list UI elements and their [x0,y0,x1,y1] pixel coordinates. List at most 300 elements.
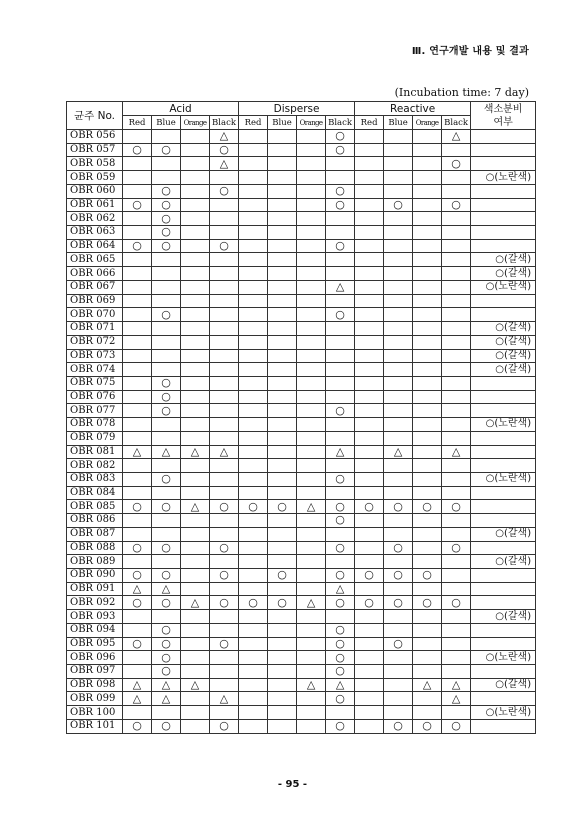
result-cell [181,665,210,679]
table-row [67,363,536,377]
result-cell [239,472,268,486]
result-cell [297,582,326,596]
result-cell [210,486,239,500]
result-cell [297,157,326,171]
strain-cell: OBR 058 [67,157,123,171]
result-cell [297,486,326,500]
table-row [67,706,536,720]
result-cell [326,253,355,267]
result-cell [355,541,384,555]
result-cell [181,541,210,555]
strain-cell: OBR 095 [67,637,123,651]
color-header-acid-red: Red [123,116,152,130]
result-cell: ○ [413,569,442,583]
result-cell [181,610,210,624]
result-cell [123,555,152,569]
strain-cell: OBR 061 [67,198,123,212]
result-cell [210,198,239,212]
strain-cell: OBR 057 [67,143,123,157]
result-cell [442,459,471,473]
result-cell [123,431,152,445]
result-cell [181,376,210,390]
table-row [67,308,536,322]
result-cell [413,651,442,665]
result-cell [210,459,239,473]
strain-cell: OBR 079 [67,431,123,445]
result-cell [384,651,413,665]
table-row [67,171,536,185]
result-cell: ○ [442,157,471,171]
strain-cell: OBR 062 [67,212,123,226]
result-cell [413,610,442,624]
result-cell [355,692,384,706]
result-cell [210,390,239,404]
result-cell [268,445,297,459]
result-cell [384,322,413,336]
pigment-cell: ○(노란색) [471,418,536,432]
result-cell [210,322,239,336]
strain-cell: OBR 082 [67,459,123,473]
pigment-cell [471,692,536,706]
result-cell: △ [181,445,210,459]
result-cell [384,239,413,253]
result-cell [239,431,268,445]
result-cell [384,459,413,473]
result-cell [413,555,442,569]
result-cell [239,651,268,665]
page-number: - 95 - [277,779,308,790]
result-cell [442,527,471,541]
result-cell: ○ [152,569,181,583]
strain-cell: OBR 083 [67,472,123,486]
result-cell [181,692,210,706]
result-cell [210,472,239,486]
table-row [67,527,536,541]
result-cell [181,623,210,637]
result-cell [152,171,181,185]
result-cell [123,130,152,144]
pigment-cell [471,445,536,459]
result-cell [355,335,384,349]
result-cell [123,308,152,322]
result-cell [442,431,471,445]
result-cell [413,294,442,308]
result-cell [152,294,181,308]
table-row [67,555,536,569]
result-cell [123,184,152,198]
pigment-cell: ○(갈색) [471,610,536,624]
strain-cell: OBR 063 [67,226,123,240]
result-cell [413,322,442,336]
color-header-reactive-orange: Orange [413,116,442,130]
result-cell: ○ [210,143,239,157]
result-cell: △ [181,678,210,692]
result-cell [413,130,442,144]
result-cell [413,486,442,500]
strain-cell: OBR 070 [67,308,123,322]
result-cell [152,527,181,541]
result-cell [268,610,297,624]
result-cell: ○ [326,541,355,555]
result-cell [355,157,384,171]
result-cell [181,171,210,185]
table-row [67,719,536,733]
result-cell [181,253,210,267]
result-cell [297,665,326,679]
result-cell [355,184,384,198]
result-cell [239,349,268,363]
result-cell [297,527,326,541]
result-cell [355,431,384,445]
result-cell [297,294,326,308]
result-cell: ○ [123,541,152,555]
pigment-cell: ○(노란색) [471,280,536,294]
result-cell [326,431,355,445]
result-cell [123,390,152,404]
result-cell [210,404,239,418]
strain-cell: OBR 096 [67,651,123,665]
result-cell [326,335,355,349]
table-row [67,280,536,294]
result-cell [181,239,210,253]
result-cell [442,706,471,720]
result-cell: ○ [123,500,152,514]
result-cell [210,267,239,281]
result-cell [239,390,268,404]
result-cell [181,651,210,665]
table-row [67,404,536,418]
result-cell [152,130,181,144]
table-row [67,445,536,459]
result-cell [355,706,384,720]
result-cell [413,198,442,212]
result-cell [181,486,210,500]
result-cell [181,226,210,240]
strain-cell: OBR 074 [67,363,123,377]
table-row [67,610,536,624]
pigment-cell [471,541,536,555]
result-cell: ○ [384,500,413,514]
table-row [67,514,536,528]
dye-decolorization-table [66,101,536,734]
table-row [67,267,536,281]
result-cell [210,678,239,692]
group-header-reactive: Reactive [355,102,471,116]
result-cell [239,623,268,637]
result-cell: ○ [442,198,471,212]
result-cell [326,171,355,185]
result-cell [268,431,297,445]
result-cell [123,294,152,308]
result-cell [384,706,413,720]
result-cell [384,349,413,363]
result-cell [297,143,326,157]
table-row [67,376,536,390]
result-cell [152,280,181,294]
result-cell [297,335,326,349]
pigment-cell [471,665,536,679]
result-cell [268,349,297,363]
result-cell [355,527,384,541]
result-cell [384,308,413,322]
result-cell [384,294,413,308]
result-cell [210,582,239,596]
result-cell [442,226,471,240]
result-cell [268,363,297,377]
pigment-cell [471,157,536,171]
result-cell: ○ [413,596,442,610]
table-row [67,239,536,253]
result-cell: △ [123,678,152,692]
result-cell: ○ [152,472,181,486]
result-cell: ○ [442,596,471,610]
result-cell [152,514,181,528]
result-cell [210,555,239,569]
pigment-cell: ○(노란색) [471,706,536,720]
result-cell [326,610,355,624]
result-cell [413,418,442,432]
result-cell [181,514,210,528]
pigment-cell: ○(노란색) [471,472,536,486]
result-cell [442,555,471,569]
pigment-header-line1: 색소분비 [483,103,523,115]
result-cell [268,623,297,637]
strain-cell: OBR 056 [67,130,123,144]
result-cell: △ [297,678,326,692]
result-cell [355,472,384,486]
result-cell [181,472,210,486]
result-cell [384,431,413,445]
result-cell [152,610,181,624]
result-cell [326,390,355,404]
table-row [67,692,536,706]
result-cell [442,239,471,253]
color-header-disperse-red: Red [239,116,268,130]
result-cell [326,349,355,363]
pigment-cell [471,294,536,308]
result-cell [442,308,471,322]
pigment-header-line2: 여부 [493,116,513,128]
result-cell: △ [297,500,326,514]
result-cell [123,459,152,473]
result-cell [297,363,326,377]
result-cell [413,514,442,528]
pigment-cell [471,569,536,583]
result-cell [210,665,239,679]
result-cell [181,280,210,294]
result-cell [413,253,442,267]
pigment-cell: ○(갈색) [471,527,536,541]
result-cell [442,294,471,308]
result-cell [268,692,297,706]
strain-cell: OBR 077 [67,404,123,418]
strain-cell: OBR 097 [67,665,123,679]
result-cell [442,514,471,528]
result-cell [239,335,268,349]
result-cell [239,253,268,267]
result-cell [239,637,268,651]
result-cell [239,376,268,390]
result-cell [123,527,152,541]
result-cell [413,541,442,555]
pigment-cell: ○(갈색) [471,322,536,336]
result-cell [210,527,239,541]
result-cell [384,472,413,486]
result-cell [239,706,268,720]
pigment-cell [471,514,536,528]
table-row [67,596,536,610]
result-cell [123,212,152,226]
result-cell [123,335,152,349]
table-row [67,472,536,486]
result-cell [413,527,442,541]
result-cell [268,678,297,692]
table-row [67,212,536,226]
result-cell: △ [326,678,355,692]
result-cell [297,130,326,144]
result-cell [442,349,471,363]
result-cell [442,665,471,679]
result-cell: ○ [210,500,239,514]
result-cell [268,376,297,390]
result-cell [297,253,326,267]
result-cell: ○ [210,719,239,733]
result-cell [413,459,442,473]
result-cell [442,253,471,267]
result-cell [384,418,413,432]
result-cell: △ [210,157,239,171]
result-cell [123,706,152,720]
result-cell [326,376,355,390]
result-cell [297,239,326,253]
result-cell: ○ [326,198,355,212]
result-cell [413,692,442,706]
result-cell [355,404,384,418]
result-cell [413,171,442,185]
result-cell [442,335,471,349]
group-header-acid: Acid [123,102,239,116]
result-cell [239,418,268,432]
result-cell [268,308,297,322]
result-cell [181,294,210,308]
result-cell: ○ [152,226,181,240]
result-cell [123,651,152,665]
result-cell [239,569,268,583]
result-cell [239,239,268,253]
result-cell [442,322,471,336]
strain-cell: OBR 067 [67,280,123,294]
table-row [67,486,536,500]
table-row [67,294,536,308]
result-cell [442,404,471,418]
result-cell [123,280,152,294]
result-cell [152,459,181,473]
result-cell [181,212,210,226]
result-cell [210,294,239,308]
result-cell [239,719,268,733]
result-cell: ○ [268,500,297,514]
result-cell [210,226,239,240]
result-cell [210,431,239,445]
result-cell: ○ [152,719,181,733]
result-cell [326,555,355,569]
result-cell: ○ [123,719,152,733]
result-cell [268,157,297,171]
table-row [67,678,536,692]
result-cell [297,322,326,336]
result-cell [442,143,471,157]
result-cell [384,226,413,240]
result-cell: ○ [413,719,442,733]
strain-cell: OBR 081 [67,445,123,459]
result-cell: ○ [326,719,355,733]
result-cell: ○ [355,569,384,583]
result-cell: ○ [152,404,181,418]
result-cell [181,130,210,144]
result-cell [355,294,384,308]
strain-cell: OBR 098 [67,678,123,692]
result-cell [297,404,326,418]
result-cell: △ [326,280,355,294]
pigment-cell [471,130,536,144]
table-row [67,541,536,555]
result-cell [268,486,297,500]
table-row [67,130,536,144]
result-cell: ○ [239,596,268,610]
result-cell [210,706,239,720]
result-cell: ○ [326,472,355,486]
result-cell [384,623,413,637]
result-cell: △ [442,445,471,459]
result-cell [384,143,413,157]
result-cell: ○ [268,569,297,583]
result-cell [210,418,239,432]
result-cell [268,226,297,240]
table-row [67,157,536,171]
pigment-cell [471,198,536,212]
result-cell: △ [152,582,181,596]
result-cell [297,418,326,432]
result-cell [123,376,152,390]
result-cell [181,267,210,281]
result-cell [413,308,442,322]
result-cell [181,308,210,322]
result-cell [239,527,268,541]
result-cell [384,390,413,404]
strain-cell: OBR 076 [67,390,123,404]
table-body [67,130,536,734]
result-cell [413,212,442,226]
pigment-cell [471,623,536,637]
result-cell [413,376,442,390]
result-cell [210,253,239,267]
result-cell [326,706,355,720]
result-cell [268,143,297,157]
result-cell [239,555,268,569]
result-cell [239,610,268,624]
result-cell [355,349,384,363]
result-cell [268,527,297,541]
result-cell [355,322,384,336]
result-cell: ○ [210,239,239,253]
result-cell [181,157,210,171]
result-cell [326,267,355,281]
result-cell: △ [442,678,471,692]
table-row [67,253,536,267]
table-row [67,322,536,336]
result-cell [123,623,152,637]
result-cell [442,418,471,432]
